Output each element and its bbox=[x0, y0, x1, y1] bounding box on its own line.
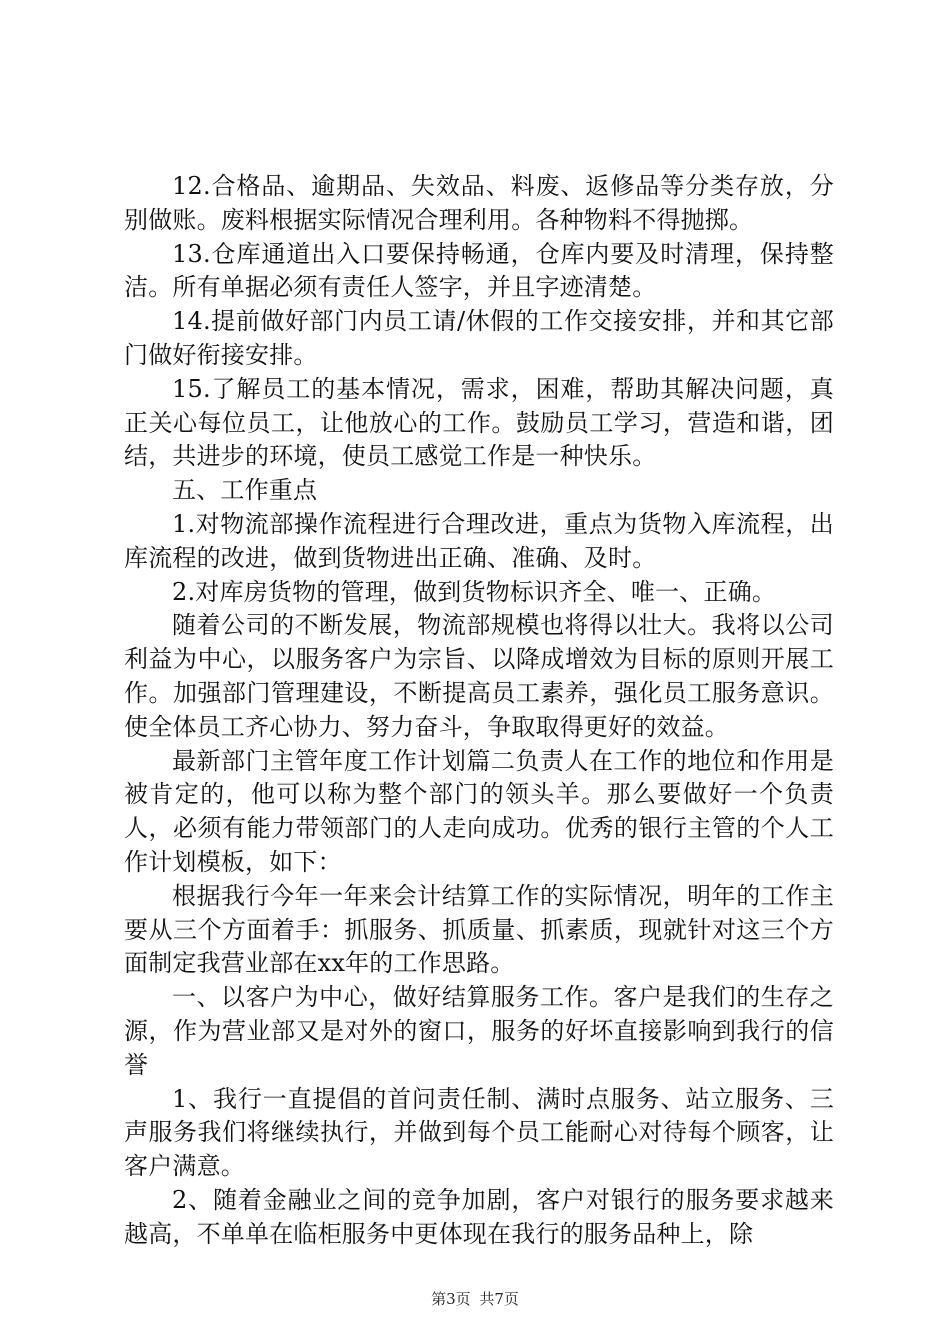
paragraph-customer-centered: 一、以客户为中心，做好结算服务工作。客户是我们的生存之源，作为营业部又是对外的窗口，服务的好坏直接影响到我行的信誉 bbox=[124, 983, 834, 1079]
paragraph-summary: 随着公司的不断发展，物流部规模也将得以壮大。我将以公司利益为中心，以服务客户为宗旨、以降成增效为目标的原则开展工作。加强部门管理建设，不断提高员工素养，强化员工服务意识。使全体员工齐心协力、努力奋斗，争取取得更好的效益。 bbox=[124, 611, 834, 741]
paragraph-focus-2: 2.对库房货物的管理，做到货物标识齐全、唯一、正确。 bbox=[172, 577, 777, 606]
paragraph-item-14: 14.提前做好部门内员工请/休假的工作交接安排，并和其它部门做好衔接安排。 bbox=[124, 307, 834, 369]
paragraph-item-13: 13.仓库通道出入口要保持畅通，仓库内要及时清理，保持整洁。所有单据必须有责任人签字，并且字迹清楚。 bbox=[124, 239, 834, 302]
paragraph-item-12: 12.合格品、逾期品、失效品、料废、返修品等分类存放，分别做账。废料根据实际情况合理利用。各种物料不得抛掷。 bbox=[124, 172, 834, 234]
page-footer bbox=[0, 1288, 950, 1309]
paragraph-focus-1: 1.对物流部操作流程进行合理改进，重点为货物入库流程，出库流程的改进，做到货物进出正确、准确、及时。 bbox=[124, 509, 834, 572]
section-heading-work-focus: 五、工作重点 bbox=[172, 476, 318, 505]
paragraph-service-1: 1、我行一直提倡的首问责任制、满时点服务、站立服务、三声服务我们将继续执行，并做到每个员工能耐心对待每个顾客，让客户满意。 bbox=[124, 1084, 834, 1181]
page-number: 第3页 bbox=[431, 1290, 471, 1308]
document-body bbox=[124, 170, 834, 1252]
paragraph-plan-basis: 根据我行今年一年来会计结算工作的实际情况，明年的工作主要从三个方面着手：抓服务、抓质量、抓素质，现就针对这三个方面制定我营业部在xx年的工作思路。 bbox=[124, 881, 834, 978]
paragraph-item-15: 15.了解员工的基本情况，需求，困难，帮助其解决问题，真正关心每位员工，让他放心的工作。鼓励员工学习，营造和谐，团结，共进步的环境，使员工感觉工作是一种快乐。 bbox=[124, 374, 834, 471]
page-total: 共7页 bbox=[479, 1290, 519, 1308]
paragraph-part-two-intro: 最新部门主管年度工作计划篇二负责人在工作的地位和作用是被肯定的，他可以称为整个部门的领头羊。那么要做好一个负责人，必须有能力带领部门的人走向成功。优秀的银行主管的个人工作计划模板，如下： bbox=[124, 746, 834, 876]
paragraph-service-2: 2、随着金融业之间的竞争加剧，客户对银行的服务要求越来越高，不单单在临柜服务中更体现在我行的服务品种上，除 bbox=[124, 1185, 834, 1248]
